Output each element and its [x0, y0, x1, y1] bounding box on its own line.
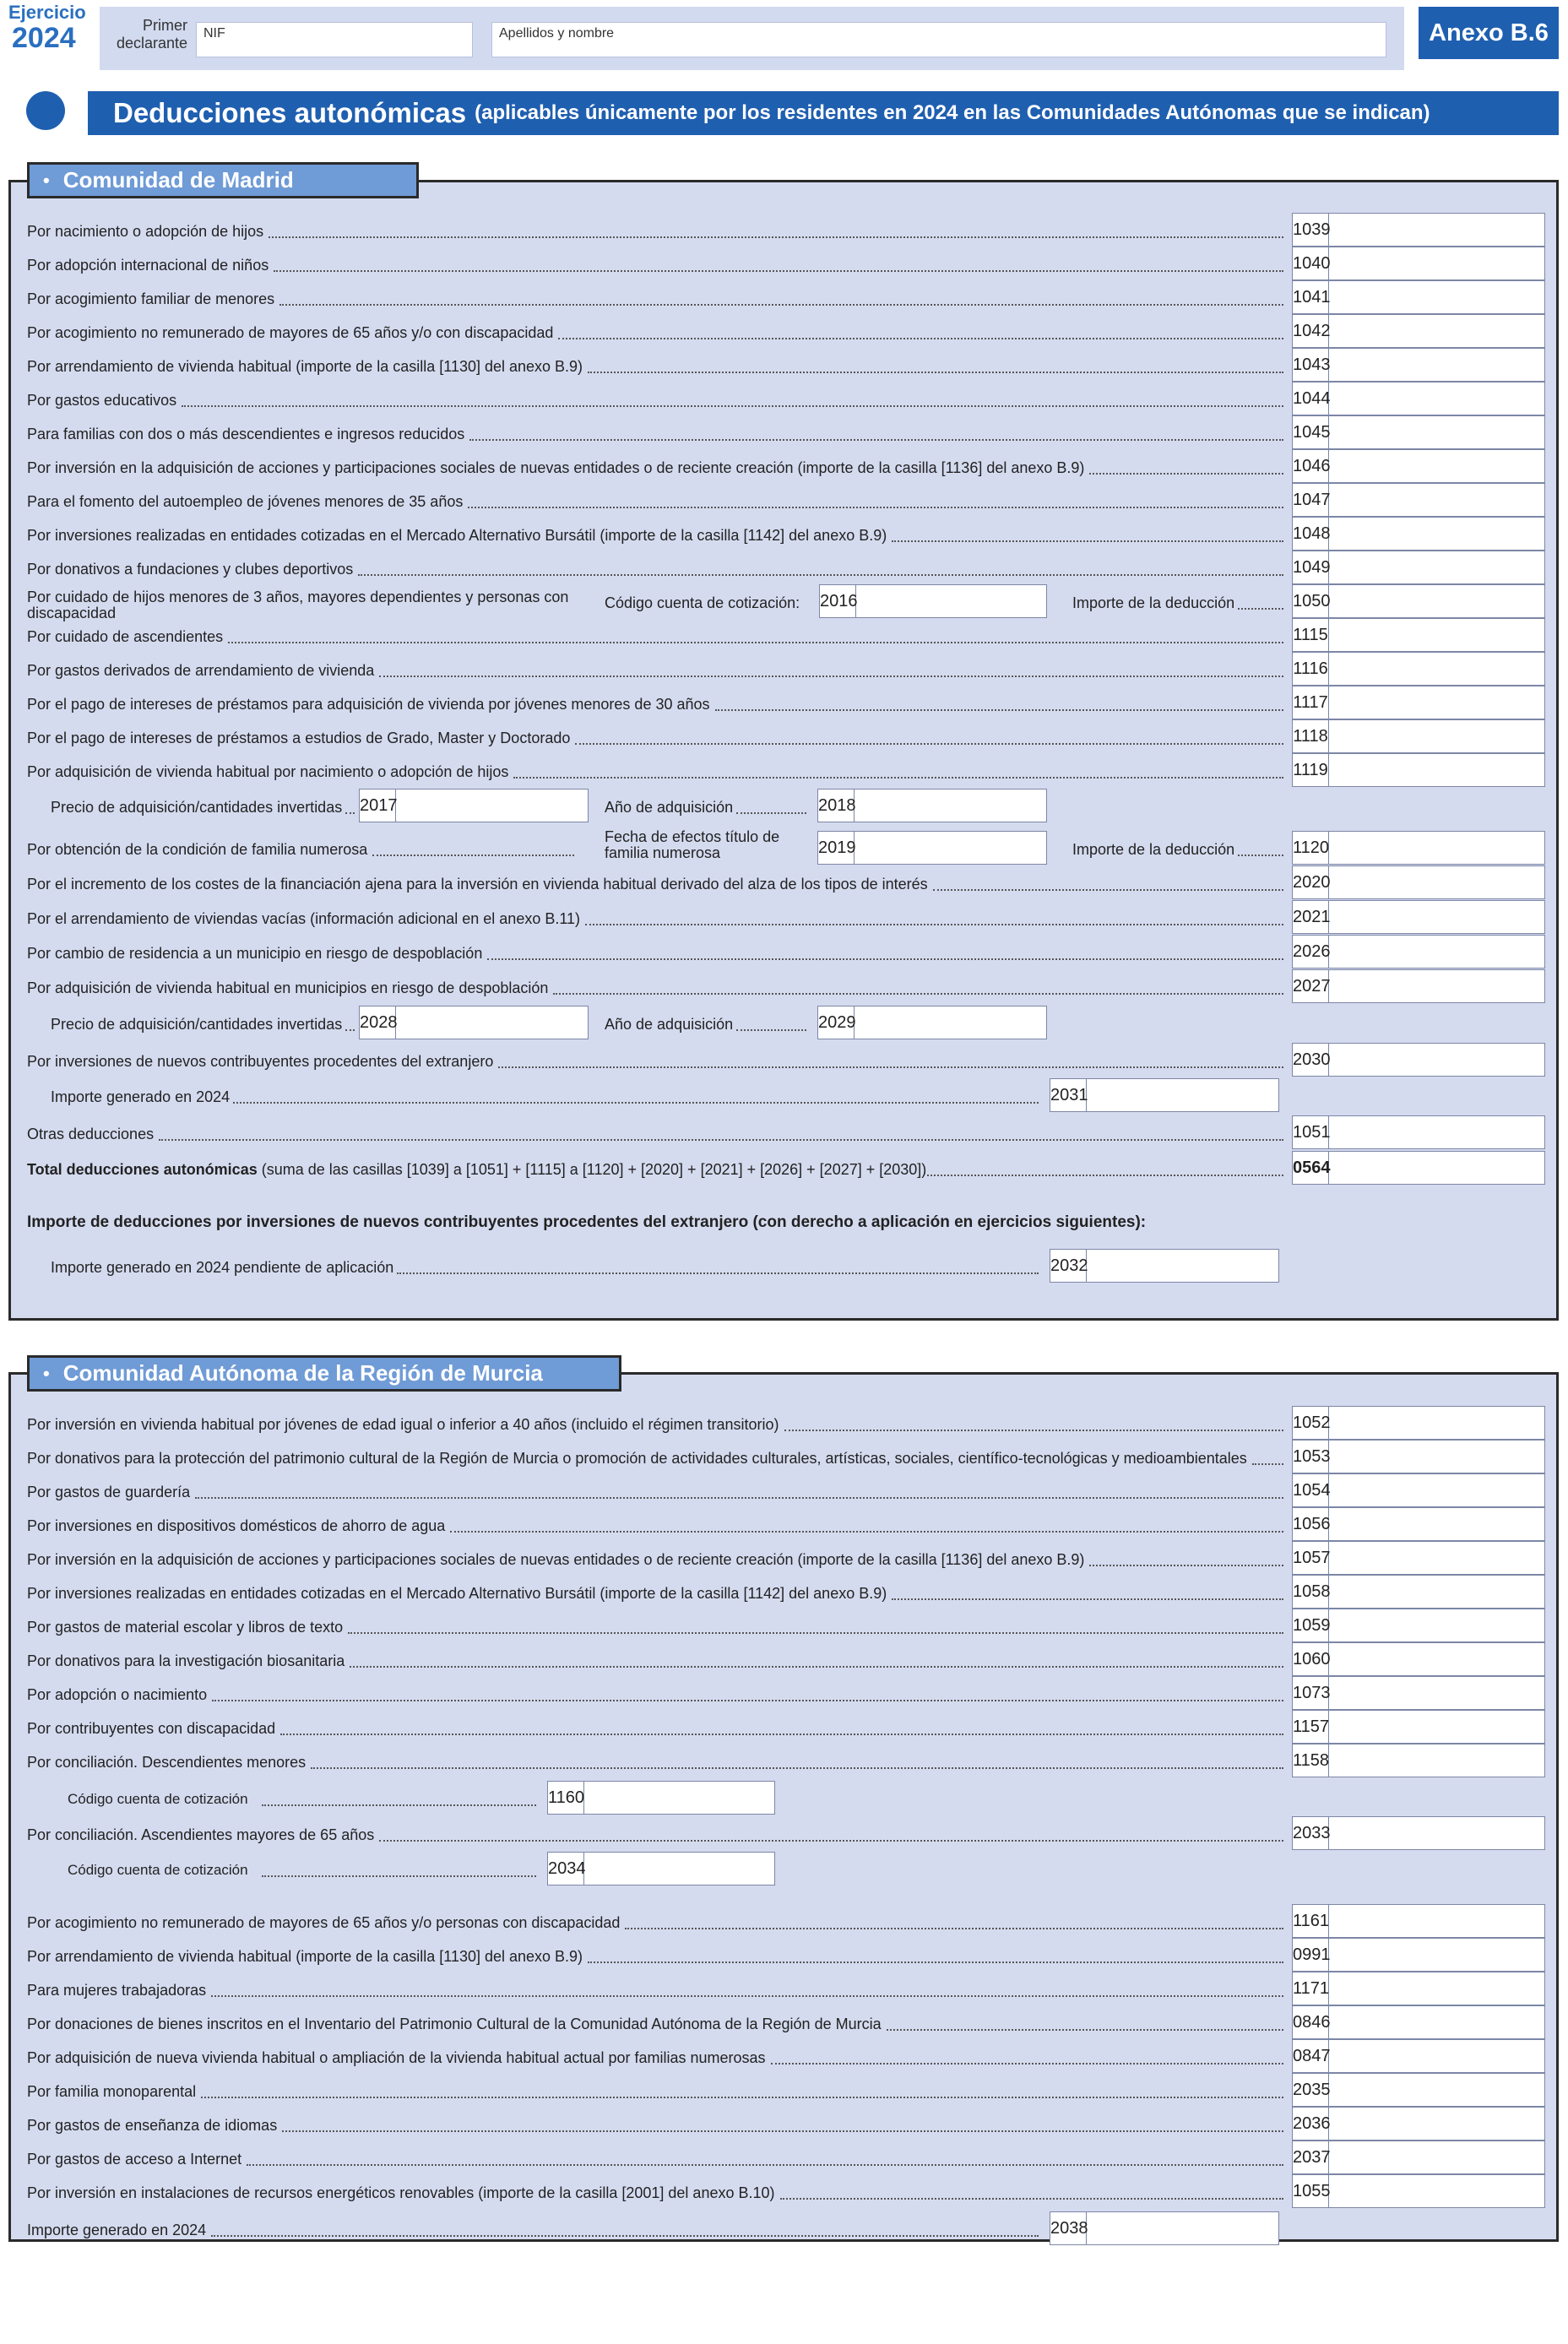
dot-leader [345, 1029, 355, 1031]
title-bullet-icon [26, 91, 65, 130]
amount-field[interactable] [1292, 618, 1545, 652]
row-label: Por nacimiento o adopción de hijos [27, 223, 264, 240]
amount-field[interactable] [1292, 1406, 1545, 1440]
dot-leader [575, 743, 1283, 745]
row-label: Por familia monoparental [27, 2083, 197, 2100]
row-label: Por inversión en la adquisición de acciones y participaciones sociales de nuevas entidades o de reciente creación (importe de la casilla [1136] del anexo B.9) [27, 459, 1085, 476]
amount-field[interactable] [1292, 1938, 1545, 1972]
row-label: Por gastos de guardería [27, 1484, 191, 1500]
row-label: Por cuidado de ascendientes [27, 628, 224, 645]
dot-leader [784, 1430, 1283, 1431]
dot-leader [736, 812, 806, 814]
row-label: Importe generado en 2024 [27, 2222, 207, 2238]
casilla-code: 1059 [1293, 1609, 1329, 1641]
casilla-code: 2037 [1293, 2141, 1329, 2173]
casilla-code: 2032 [1050, 1250, 1087, 1282]
casilla-code: 1171 [1293, 1972, 1329, 2005]
dot-leader [1089, 473, 1283, 475]
amount-field[interactable] [1292, 1609, 1545, 1642]
row-label: Importe generado en 2024 [51, 1088, 231, 1105]
row-label: Por donativos para la protección del patrimonio cultural de la Región de Murcia o promoción de actividades culturales, artísticas, sociales, científico-tecnológicas y medioambientales [27, 1450, 1247, 1467]
casilla-code: 2030 [1293, 1044, 1329, 1076]
dot-leader [625, 1928, 1283, 1929]
casilla-code: 1041 [1293, 281, 1329, 313]
row-label: Por donaciones de bienes inscritos en el Inventario del Patrimonio Cultural de la Comunidad Autónoma de la Región de Murcia [27, 2016, 882, 2032]
row-label: Fecha de efectos título de familia numerosa [605, 828, 780, 861]
row-label: Por el incremento de los costes de la financiación ajena para la inversión en vivienda habitual derivado del alza de los tipos de interés [27, 876, 928, 893]
amount-field[interactable] [1292, 2107, 1545, 2141]
row-label: Por inversiones en dispositivos domésticos de ahorro de agua [27, 1517, 446, 1534]
row-label: Por inversiones realizadas en entidades cotizadas en el Mercado Alternativo Bursátil (importe de la casilla [1142] del anexo B.9) [27, 527, 887, 544]
dot-leader [233, 1102, 1039, 1104]
casilla-code: 1157 [1293, 1711, 1329, 1743]
casilla-code: 1053 [1293, 1441, 1329, 1473]
row-label: Por el pago de intereses de préstamos a estudios de Grado, Master y Doctorado [27, 730, 571, 746]
section-bullet-icon: • [43, 1362, 50, 1384]
casilla-code: 1049 [1293, 551, 1329, 583]
dot-leader [345, 812, 355, 814]
row-label: Importe generado en 2024 pendiente de aplicación [51, 1259, 394, 1276]
casilla-code: 2027 [1293, 970, 1329, 1002]
section-murcia-title: Comunidad Autónoma de la Región de Murcia [62, 1360, 543, 1386]
row-label: Por cambio de residencia a un municipio en riesgo de despoblación [27, 945, 483, 962]
amount-field[interactable] [1292, 831, 1545, 865]
row-label: Por inversión en instalaciones de recursos energéticos renovables (importe de la casilla [2001] del anexo B.10) [27, 2184, 775, 2201]
ejercicio-label: Ejercicio [8, 2, 86, 23]
row-label: Por conciliación. Ascendientes mayores de 65 años [27, 1826, 375, 1843]
casilla-code: 2035 [1293, 2074, 1329, 2106]
page-title-bar [88, 91, 1559, 135]
dot-leader [771, 2063, 1283, 2065]
total-label-detail: (suma de las casillas [1039] a [1051] + [1115] a [1120] + [2020] + [2021] + [2026] + [2027] + [2030]) [257, 1161, 927, 1178]
row-label: Por cuidado de hijos menores de 3 años, mayores dependientes y personas con discapacidad [27, 589, 569, 621]
amount-field[interactable] [1292, 686, 1545, 719]
page-subtitle: (aplicables únicamente por los residentes en 2024 en las Comunidades Autónomas que se indican) [475, 101, 1430, 124]
casilla-code: 1052 [1293, 1407, 1329, 1439]
name-field[interactable] [491, 22, 1386, 57]
amount-field[interactable] [1292, 2174, 1545, 2208]
dot-leader [201, 2097, 1283, 2098]
row-label: Por el pago de intereses de préstamos para adquisición de vivienda por jóvenes menores de 30 años [27, 696, 710, 713]
amount-field[interactable] [1292, 584, 1545, 618]
casilla-code: 1043 [1293, 349, 1329, 381]
casilla-code: 0846 [1293, 2006, 1329, 2038]
casilla-code: 1073 [1293, 1677, 1329, 1709]
row-label: Por adopción o nacimiento [27, 1686, 208, 1703]
casilla-code: 1115 [1293, 619, 1329, 651]
amount-field[interactable] [1292, 247, 1545, 280]
dot-leader [498, 1066, 1283, 1068]
amount-field[interactable] [1292, 449, 1545, 483]
casilla-code: 2034 [548, 1853, 584, 1885]
casilla-code: 1119 [1293, 754, 1329, 786]
row-label: Precio de adquisición/cantidades invertidas [51, 1016, 343, 1033]
amount-field[interactable] [1292, 1507, 1545, 1541]
dot-leader [350, 1666, 1283, 1668]
row-label: Por inversiones de nuevos contribuyentes procedentes del extranjero [27, 1053, 494, 1070]
casilla-code: 2018 [818, 789, 855, 822]
amount-field[interactable] [819, 584, 1047, 618]
amount-field[interactable] [1292, 753, 1545, 787]
dot-leader [715, 709, 1283, 711]
casilla-code: 1042 [1293, 315, 1329, 347]
anexo-badge: Anexo B.6 [1419, 7, 1559, 59]
dot-leader [892, 540, 1283, 542]
dot-leader [469, 439, 1283, 441]
casilla-code: 2020 [1293, 866, 1329, 898]
dot-leader [182, 405, 1283, 407]
casilla-code: 1120 [1293, 832, 1329, 864]
row-label: Importe de la deducción [1072, 594, 1235, 611]
casilla-code: 1054 [1293, 1474, 1329, 1506]
dot-leader [397, 1272, 1039, 1274]
amount-field[interactable] [1292, 551, 1545, 584]
amount-field[interactable] [1292, 2039, 1545, 2073]
dot-leader [262, 1804, 536, 1806]
row-label: Por inversión en vivienda habitual por jóvenes de edad igual o inferior a 40 años (incluido el régimen transitorio) [27, 1416, 779, 1433]
row-label: Por adquisición de vivienda habitual en municipios en riesgo de despoblación [27, 979, 549, 996]
amount-field[interactable] [547, 1852, 775, 1886]
name-label: Apellidos y nombre [499, 26, 615, 41]
page-title: Deducciones autonómicas [113, 97, 467, 128]
casilla-code: 1048 [1293, 518, 1329, 550]
dot-leader [1238, 855, 1283, 856]
amount-field[interactable] [817, 831, 1047, 865]
dot-leader [892, 1598, 1283, 1600]
amount-field[interactable] [1292, 314, 1545, 348]
amount-field[interactable] [1292, 1043, 1545, 1077]
casilla-code: 0564 [1293, 1152, 1329, 1184]
amount-field[interactable] [1292, 2005, 1545, 2039]
dot-leader [513, 777, 1283, 779]
amount-field[interactable] [1292, 652, 1545, 686]
ejercicio-year: 2024 [12, 22, 76, 54]
dot-leader [487, 958, 1283, 960]
casilla-code: 1160 [548, 1782, 584, 1814]
notice-text: Importe de deducciones por inversiones de nuevos contribuyentes procedentes del extranjero (con derecho a aplicación en ejercicios siguientes): [27, 1213, 1147, 1231]
row-label: Por arrendamiento de vivienda habitual (importe de la casilla [1130] del anexo B.9) [27, 1948, 583, 1965]
amount-field[interactable] [1292, 213, 1545, 247]
casilla-code: 1161 [1293, 1905, 1329, 1937]
dot-leader [372, 855, 574, 856]
amount-field[interactable] [1292, 1816, 1545, 1850]
dot-leader [736, 1029, 806, 1031]
row-label: Por inversión en la adquisición de acciones y participaciones sociales de nuevas entidades o de reciente creación (importe de la casilla [1136] del anexo B.9) [27, 1551, 1085, 1568]
amount-field[interactable] [1292, 935, 1545, 969]
amount-field[interactable] [359, 1006, 589, 1039]
casilla-code: 1117 [1293, 686, 1329, 719]
dot-leader [269, 236, 1283, 238]
row-label: Otras deducciones [27, 1126, 155, 1142]
row-label: Por el arrendamiento de viviendas vacías (información adicional en el anexo B.11) [27, 910, 581, 927]
row-label: Por gastos educativos [27, 392, 177, 409]
casilla-code: 1057 [1293, 1542, 1329, 1574]
amount-field[interactable] [1292, 1710, 1545, 1744]
casilla-code: 1045 [1293, 416, 1329, 448]
casilla-code: 2036 [1293, 2108, 1329, 2140]
dot-leader [468, 507, 1283, 508]
row-label: Por acogimiento no remunerado de mayores de 65 años y/o con discapacidad [27, 324, 554, 341]
casilla-code: 1060 [1293, 1643, 1329, 1675]
dot-leader [588, 1961, 1283, 1963]
amount-field[interactable] [1292, 1744, 1545, 1777]
dot-leader [159, 1139, 1283, 1141]
row-label: Precio de adquisición/cantidades invertidas [51, 799, 343, 816]
casilla-code: 1116 [1293, 653, 1329, 685]
row-label: Por adopción internacional de niños [27, 257, 269, 274]
casilla-code: 1055 [1293, 2175, 1329, 2207]
amount-field[interactable] [817, 789, 1047, 822]
row-label: Código cuenta de cotización: [605, 594, 800, 611]
dot-leader [588, 372, 1283, 373]
dot-leader [933, 889, 1283, 891]
row-label: Por adquisición de vivienda habitual por nacimiento o adopción de hijos [27, 763, 509, 780]
casilla-code: 1040 [1293, 247, 1329, 279]
dot-leader [279, 304, 1283, 306]
row-label: Por inversiones realizadas en entidades cotizadas en el Mercado Alternativo Bursátil (importe de la casilla [1142] del anexo B.9) [27, 1585, 887, 1602]
casilla-code: 1044 [1293, 383, 1329, 415]
amount-field[interactable] [1292, 1115, 1545, 1149]
amount-field[interactable] [1292, 1642, 1545, 1676]
dot-leader [282, 2130, 1283, 2132]
amount-field[interactable] [1292, 280, 1545, 314]
row-label: Año de adquisición [605, 799, 734, 816]
casilla-code: 2026 [1293, 936, 1329, 968]
amount-field[interactable] [1050, 1078, 1279, 1112]
row-label: Por acogimiento familiar de menores [27, 290, 275, 307]
dot-leader [1238, 608, 1283, 610]
casilla-code: 2019 [818, 832, 855, 864]
amount-field[interactable] [1050, 2211, 1279, 2245]
row-label: Por obtención de la condición de familia numerosa [27, 841, 368, 858]
dot-leader [280, 1734, 1283, 1735]
dot-leader [348, 1632, 1283, 1634]
amount-field[interactable] [1292, 2141, 1545, 2174]
casilla-code: 1047 [1293, 484, 1329, 516]
row-label: Por gastos derivados de arrendamiento de vivienda [27, 662, 375, 679]
casilla-code: 2033 [1293, 1817, 1329, 1849]
dot-leader [1089, 1565, 1283, 1566]
row-label: Por gastos de material escolar y libros de texto [27, 1619, 344, 1636]
casilla-code: 2028 [360, 1007, 396, 1039]
row-label: Para familias con dos o más descendientes e ingresos reducidos [27, 426, 465, 442]
casilla-code: 2038 [1050, 2212, 1087, 2244]
row-label: Para mujeres trabajadoras [27, 1982, 207, 1999]
row-label: Código cuenta de cotización [68, 1862, 248, 1878]
row-label: Código cuenta de cotización [68, 1791, 248, 1807]
row-label: Importe de la deducción [1072, 841, 1235, 858]
dot-leader [358, 574, 1283, 576]
amount-field[interactable] [1292, 719, 1545, 753]
amount-field[interactable] [1292, 900, 1545, 934]
total-label-bold: Total deducciones autonómicas [27, 1161, 258, 1178]
amount-field[interactable] [1292, 1904, 1545, 1938]
row-label: Por gastos de acceso a Internet [27, 2151, 242, 2168]
dot-leader [211, 2235, 1039, 2237]
casilla-code: 1050 [1293, 585, 1329, 617]
section-murcia-tab [27, 1355, 621, 1392]
casilla-code: 2031 [1050, 1079, 1087, 1111]
nif-field[interactable] [196, 22, 473, 57]
casilla-code: 2021 [1293, 901, 1329, 933]
casilla-code: 1039 [1293, 214, 1329, 246]
amount-field[interactable] [1292, 382, 1545, 415]
casilla-code: 0847 [1293, 2040, 1329, 2072]
dot-leader [211, 1995, 1283, 1997]
row-label: Por conciliación. Descendientes menores [27, 1754, 307, 1771]
row-label: Por donativos a fundaciones y clubes deportivos [27, 561, 354, 578]
section-madrid-title: Comunidad de Madrid [62, 167, 294, 193]
amount-field[interactable] [1292, 1473, 1545, 1507]
amount-field[interactable] [1292, 865, 1545, 899]
dot-leader [585, 924, 1283, 925]
dot-leader [450, 1531, 1283, 1533]
dot-leader [247, 2164, 1283, 2166]
section-bullet-icon: • [43, 169, 50, 191]
casilla-code: 0991 [1293, 1939, 1329, 1971]
casilla-code: 1051 [1293, 1116, 1329, 1148]
dot-leader [780, 2198, 1284, 2200]
amount-field[interactable] [1292, 969, 1545, 1003]
amount-field[interactable] [1292, 1541, 1545, 1575]
row-label: Por arrendamiento de vivienda habitual (importe de la casilla [1130] del anexo B.9) [27, 358, 583, 375]
nif-label: NIF [203, 26, 225, 41]
casilla-code: 1158 [1293, 1744, 1329, 1777]
amount-field[interactable] [1292, 1440, 1545, 1473]
amount-field[interactable] [1292, 1676, 1545, 1710]
amount-field[interactable] [1292, 517, 1545, 551]
section-madrid-tab [27, 162, 419, 198]
dot-leader [195, 1497, 1283, 1499]
amount-field[interactable] [1292, 348, 1545, 382]
row-label: Por acogimiento no remunerado de mayores de 65 años y/o personas con discapacidad [27, 1914, 621, 1931]
casilla-code: 1058 [1293, 1576, 1329, 1608]
casilla-code: 1056 [1293, 1508, 1329, 1540]
casilla-code: 1118 [1293, 720, 1329, 752]
row-label: Por gastos de enseñanza de idiomas [27, 2117, 278, 2134]
amount-field[interactable] [1292, 483, 1545, 517]
amount-field[interactable] [1292, 2073, 1545, 2107]
declarante-label: Primer declarante [116, 17, 187, 52]
dot-leader [274, 270, 1283, 272]
casilla-code: 2016 [820, 585, 856, 617]
dot-leader [228, 642, 1283, 643]
dot-leader [311, 1767, 1283, 1769]
dot-leader [262, 1875, 536, 1877]
row-label: Por contribuyentes con discapacidad [27, 1720, 276, 1737]
dot-leader [887, 2029, 1283, 2031]
amount-field[interactable] [1292, 1972, 1545, 2005]
casilla-code: 2029 [818, 1007, 855, 1039]
dot-leader [379, 676, 1283, 677]
dot-leader [212, 1700, 1283, 1701]
amount-field[interactable] [359, 789, 589, 822]
row-label: Para el fomento del autoempleo de jóvenes menores de 35 años [27, 493, 464, 510]
amount-field[interactable] [1050, 1249, 1279, 1283]
row-label: Año de adquisición [605, 1016, 734, 1033]
amount-field[interactable] [1292, 1575, 1545, 1609]
amount-field[interactable] [547, 1781, 775, 1815]
amount-field[interactable] [817, 1006, 1047, 1039]
dot-leader [927, 1175, 1283, 1176]
dot-leader [1252, 1463, 1283, 1465]
dot-leader [553, 993, 1283, 995]
total-label [27, 1161, 926, 1179]
row-label: Por donativos para la investigación biosanitaria [27, 1652, 345, 1669]
dot-leader [379, 1840, 1283, 1842]
row-label: Por adquisición de nueva vivienda habitual o ampliación de la vivienda habitual actual por familias numerosas [27, 2049, 766, 2066]
casilla-code: 2017 [360, 789, 396, 822]
dot-leader [558, 338, 1283, 339]
amount-field[interactable] [1292, 415, 1545, 449]
amount-field[interactable] [1292, 1151, 1545, 1185]
casilla-code: 1046 [1293, 450, 1329, 482]
